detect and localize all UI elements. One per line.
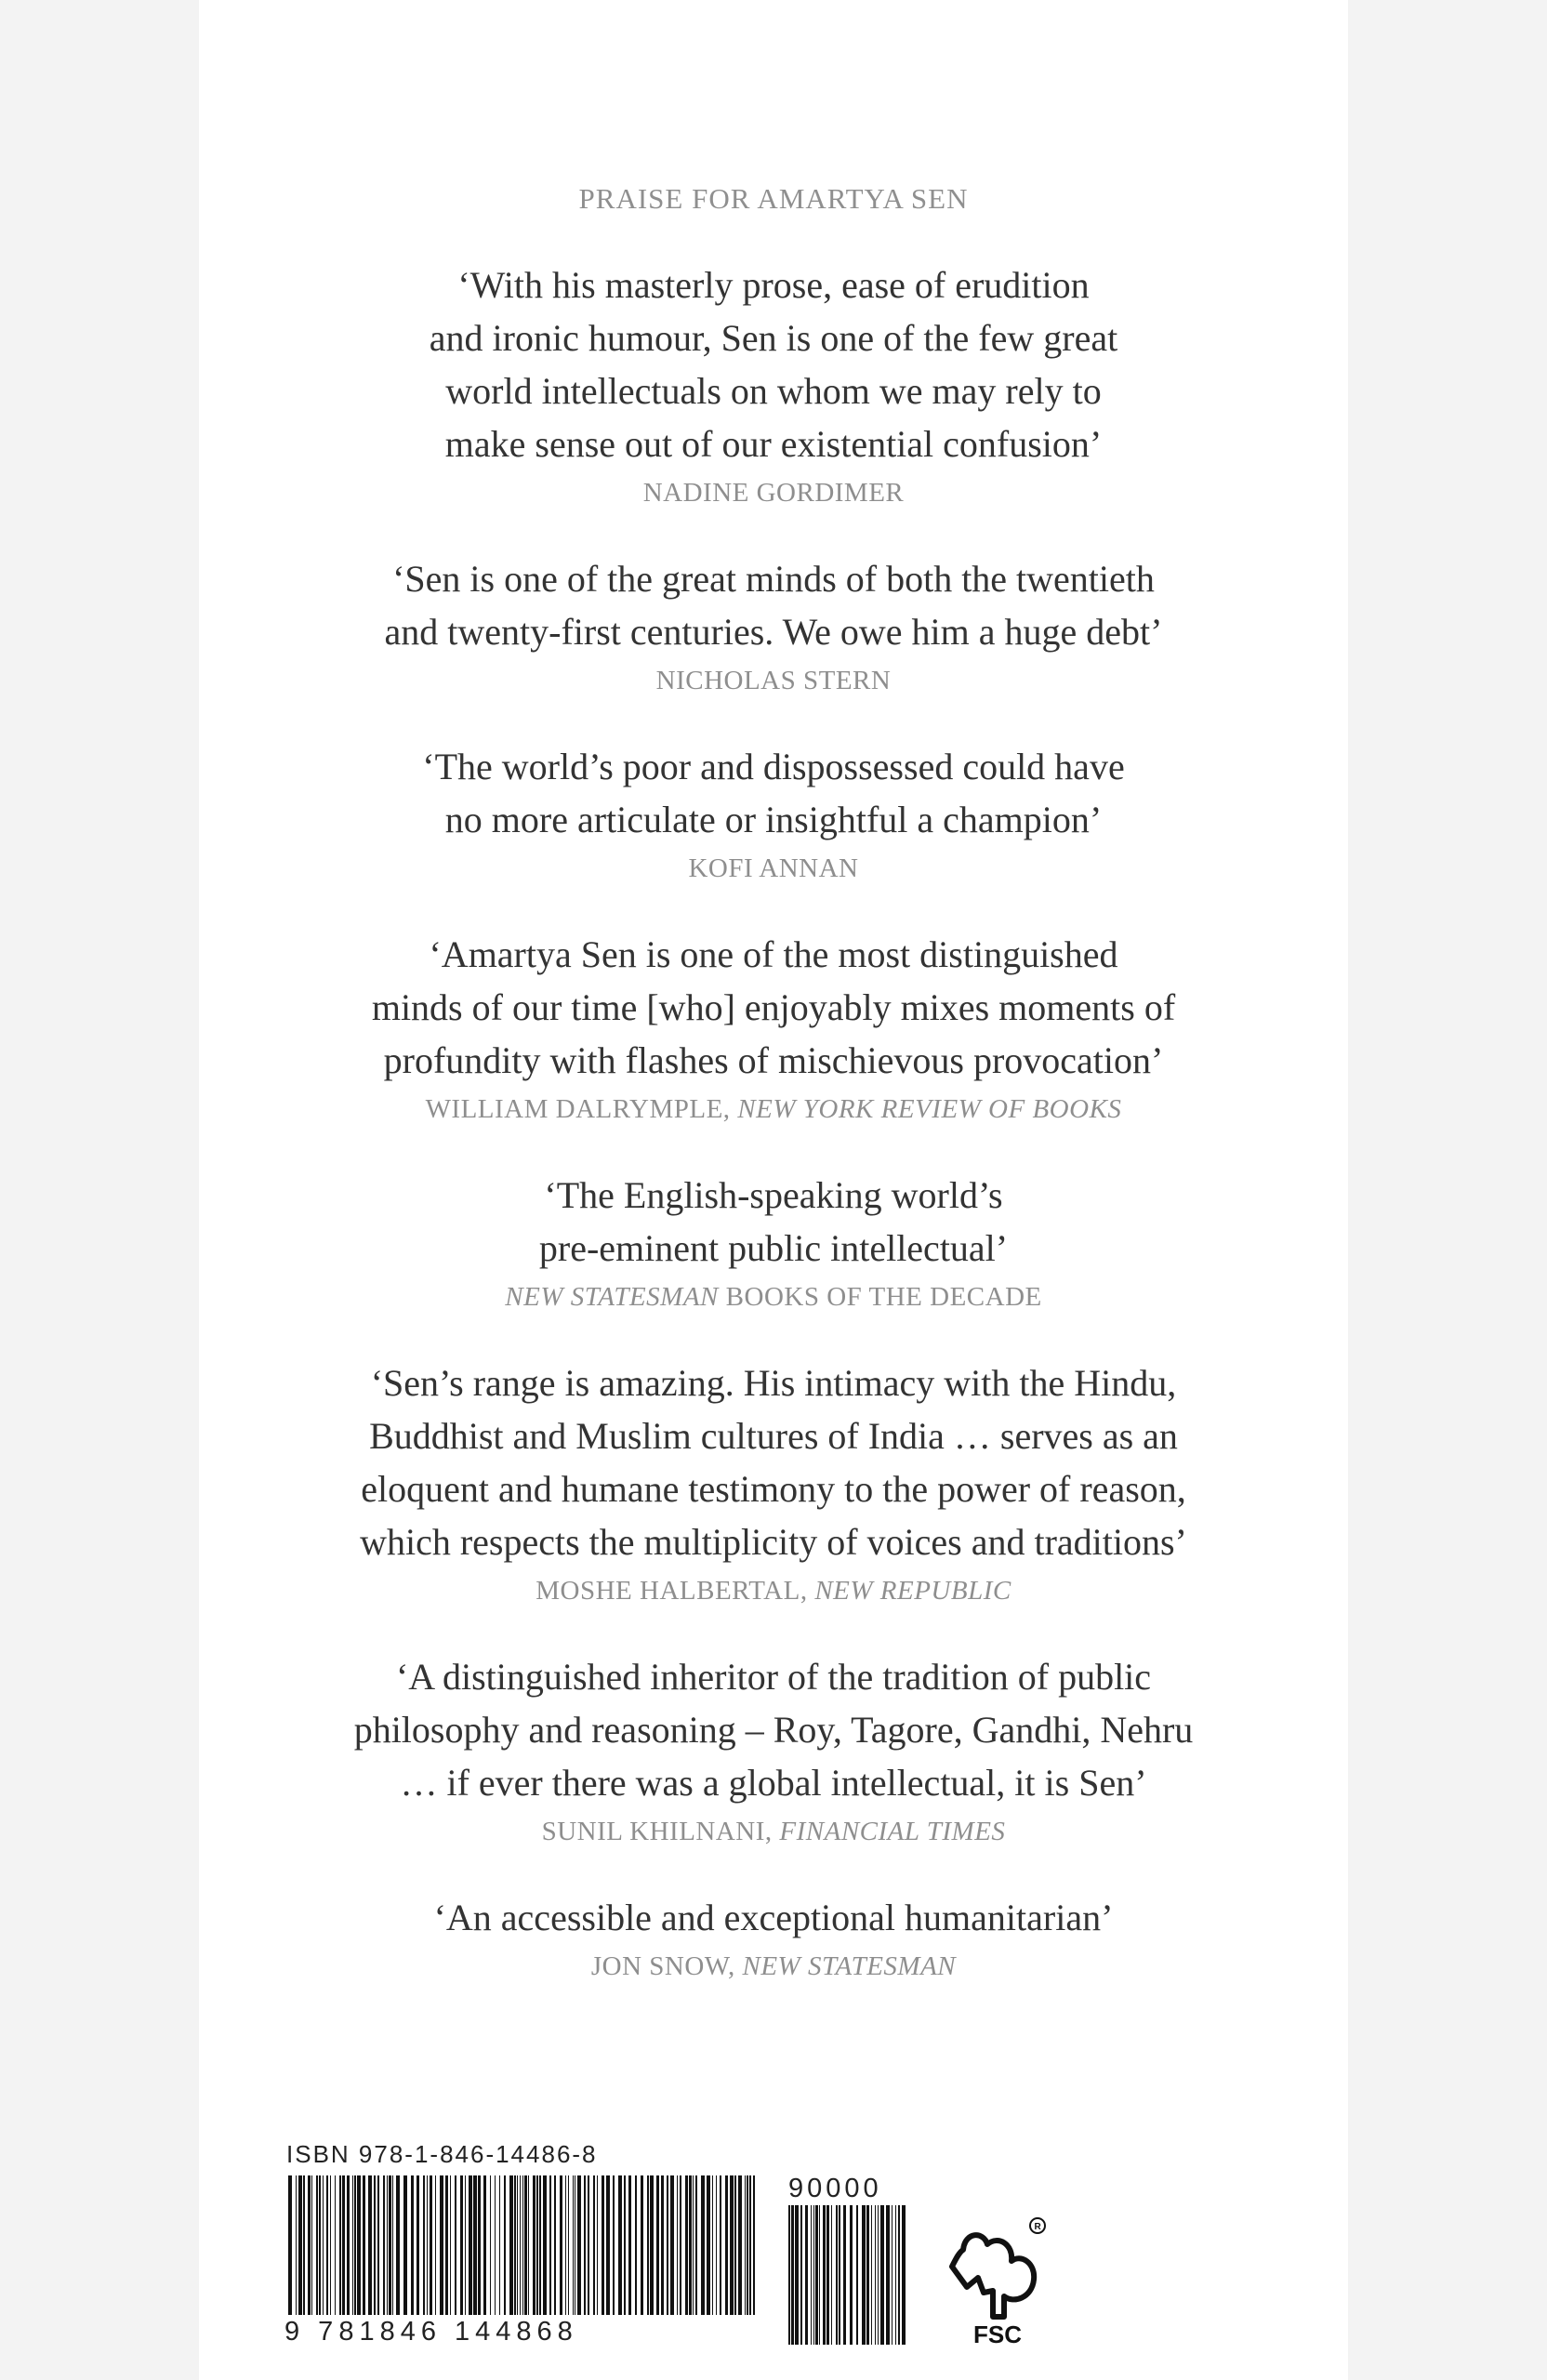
quote-attribution (199, 1280, 1348, 1314)
barcode-bar (296, 2175, 297, 2315)
barcode-bar (811, 2205, 812, 2345)
blurb (199, 928, 1348, 1126)
barcode-bar (533, 2175, 536, 2315)
barcode-bar (363, 2175, 365, 2315)
barcode-bar (469, 2175, 472, 2315)
barcode-bar (878, 2205, 879, 2345)
quote-line: ‘A distinguished inheritor of the tradition of public (395, 1656, 1152, 1698)
barcode-bar (606, 2175, 610, 2315)
barcode-bar (330, 2175, 331, 2315)
barcode-bar (465, 2175, 466, 2315)
barcode-bar (712, 2175, 713, 2315)
barcode-bar (624, 2175, 626, 2315)
attribution-publication: NEW STATESMAN (505, 1282, 719, 1312)
barcode-bar (613, 2175, 615, 2315)
barcode-bar (450, 2175, 451, 2315)
barcode-bar (495, 2175, 496, 2315)
barcode-bar (656, 2175, 659, 2315)
barcode-bar (695, 2175, 697, 2315)
barcode-bar (898, 2205, 900, 2345)
barcode-bar (730, 2175, 734, 2315)
barcode-bar (641, 2175, 643, 2315)
barcode-bar (815, 2205, 818, 2345)
barcode-bar (628, 2175, 631, 2315)
barcode-bar (514, 2175, 516, 2315)
isbn-label: ISBN 978-1-846-14486-8 (286, 2140, 598, 2168)
barcode-bar (749, 2175, 751, 2315)
attribution-publication: NEW REPUBLIC (814, 1576, 1012, 1606)
quote-line: ‘The English-speaking world’s (544, 1174, 1003, 1216)
barcode-bar (383, 2175, 385, 2315)
barcode-bar (319, 2175, 321, 2315)
fsc-label: FSC (973, 2320, 1022, 2347)
attribution-author: MOSHE HALBERTAL, (536, 1576, 815, 1606)
praise-heading: PRAISE FOR AMARTYA SEN (578, 182, 969, 215)
blurb (199, 258, 1348, 509)
barcode-bar (427, 2175, 428, 2315)
blurb (199, 1650, 1348, 1848)
barcode-bar (685, 2175, 688, 2315)
barcode-bar (875, 2205, 876, 2345)
barcode-bar (871, 2205, 872, 2345)
barcode-bar (342, 2175, 345, 2315)
barcode-bar (499, 2175, 500, 2315)
barcode-bar (577, 2175, 581, 2315)
barcode-bar (856, 2205, 858, 2345)
barcode-digits: 9 781846 144868 (284, 2317, 578, 2347)
barcode-bar (520, 2175, 521, 2315)
barcode-bar (387, 2175, 388, 2315)
barcode-bar (396, 2175, 400, 2315)
barcode-bar (738, 2175, 742, 2315)
barcode-bar (635, 2175, 637, 2315)
barcode-addon (788, 2205, 909, 2345)
blurb (199, 1169, 1348, 1314)
barcode-bar (445, 2175, 448, 2315)
barcode-bar (352, 2175, 353, 2315)
barcode-bar (403, 2175, 407, 2315)
barcode-bar (554, 2175, 556, 2315)
barcode-bar (813, 2205, 814, 2345)
barcode-addon-digits: 90000 (788, 2174, 882, 2203)
barcode-bar (826, 2205, 829, 2345)
quote-line: and ironic humour, Sen is one of the few great (429, 317, 1118, 359)
barcode-bar (791, 2205, 794, 2345)
barcode-bar (377, 2175, 379, 2315)
quote-line: ‘An accessible and exceptional humanitarian’ (433, 1897, 1114, 1938)
fsc-tree-check-icon (946, 2207, 1049, 2347)
quote-attribution (199, 1092, 1348, 1126)
quote-line: make sense out of our existential confusion’ (444, 423, 1103, 465)
barcode-bar (689, 2175, 692, 2315)
quote-line: … if ever there was a global intellectual, it is Sen’ (400, 1762, 1147, 1804)
attribution-suffix: BOOKS OF THE DECADE (718, 1282, 1042, 1312)
quote-line: which respects the multiplicity of voices and traditions’ (360, 1521, 1187, 1563)
barcode-main (288, 2175, 755, 2315)
quote-line: Buddhist and Muslim cultures of India … serves as an (369, 1415, 1178, 1457)
barcode-bar (490, 2175, 491, 2315)
barcode-bar (588, 2175, 589, 2315)
barcode-bar (430, 2175, 432, 2315)
barcode-bar (677, 2175, 678, 2315)
quote-attribution (199, 1815, 1348, 1848)
barcode-bar (805, 2205, 808, 2345)
barcode-bar (800, 2205, 802, 2345)
barcode-bar (298, 2175, 302, 2315)
barcode-bar (316, 2175, 318, 2315)
blurb-list (199, 258, 1348, 2026)
quote-line: eloquent and humane testimony to the power of reason, (361, 1468, 1186, 1510)
barcode-bar (693, 2175, 694, 2315)
quote-line: and twenty-first centuries. We owe him a huge debt’ (384, 611, 1163, 653)
barcode-bar (339, 2175, 341, 2315)
barcode-bar (440, 2175, 443, 2315)
barcode-bar (473, 2175, 477, 2315)
barcode-bar (716, 2175, 717, 2315)
quote-line: ‘Sen is one of the great minds of both the twentieth (392, 558, 1155, 600)
barcode-bar (347, 2175, 350, 2315)
quote-line: profundity with flashes of mischievous provocation’ (383, 1039, 1164, 1081)
barcode-bar (602, 2175, 604, 2315)
attribution-publication: FINANCIAL TIMES (779, 1817, 1006, 1846)
barcode-bar (823, 2205, 826, 2345)
barcode-bar (670, 2175, 674, 2315)
barcode-bar (819, 2205, 820, 2345)
blurb (199, 1891, 1348, 1983)
barcode-bar (354, 2175, 356, 2315)
barcode-bar (374, 2175, 376, 2315)
barcode-bar (335, 2175, 336, 2315)
barcode-bar (584, 2175, 586, 2315)
barcode-bar (895, 2205, 896, 2345)
quote-line: minds of our time [who] enjoyably mixes moments of (371, 986, 1176, 1028)
barcode-bar (522, 2175, 523, 2315)
barcode-bar (593, 2175, 595, 2315)
barcode-bar (597, 2175, 598, 2315)
barcode-bar (753, 2175, 755, 2315)
barcode-bar (747, 2175, 748, 2315)
barcode-bar (902, 2205, 906, 2345)
quote-line: philosophy and reasoning – Roy, Tagore, Gandhi, Nehru (353, 1709, 1194, 1751)
attribution-author: KOFI ANNAN (688, 853, 859, 883)
quote-line: ‘The world’s poor and dispossessed could have (422, 746, 1125, 787)
barcode-bar (647, 2175, 649, 2315)
barcode-bar (667, 2175, 668, 2315)
barcode-bar (549, 2175, 551, 2315)
barcode-bar (411, 2175, 414, 2315)
barcode-bar (886, 2205, 890, 2345)
barcode-bar (560, 2175, 562, 2315)
attribution-publication: NEW STATESMAN (742, 1951, 957, 1981)
barcode-bar (528, 2175, 529, 2315)
barcode-bar (539, 2175, 541, 2315)
barcode-bar (725, 2175, 728, 2315)
barcode-bar (850, 2205, 853, 2345)
attribution-author: SUNIL KHILNANI, (541, 1817, 780, 1846)
barcode-bar (524, 2175, 527, 2315)
barcode-bar (455, 2175, 456, 2315)
svg-text:R: R (1034, 2222, 1041, 2232)
quote-attribution (199, 1574, 1348, 1607)
barcode-bar (288, 2175, 292, 2315)
quote-attribution (199, 664, 1348, 697)
quote-line: ‘With his masterly prose, ease of erudition (457, 264, 1090, 306)
blurb (199, 552, 1348, 697)
barcode-bar (745, 2175, 746, 2315)
barcode-bar (720, 2175, 721, 2315)
barcode-bar (543, 2175, 547, 2315)
barcode-bar (504, 2175, 506, 2315)
barcode-bar (536, 2175, 538, 2315)
quote-attribution (199, 476, 1348, 509)
barcode-bar (843, 2205, 846, 2345)
barcode-bar (701, 2175, 705, 2315)
barcode-bar (326, 2175, 328, 2315)
blurb (199, 1356, 1348, 1607)
barcode-bar (866, 2205, 869, 2345)
barcode-bar (368, 2175, 372, 2315)
blurb (199, 740, 1348, 885)
quote-attribution (199, 852, 1348, 885)
attribution-author: NADINE GORDIMER (642, 478, 905, 508)
barcode-bar (734, 2175, 736, 2315)
barcode-bar (618, 2175, 622, 2315)
barcode-bar (323, 2175, 324, 2315)
barcode-bar (568, 2175, 569, 2315)
barcode-bar (831, 2205, 832, 2345)
quote-line: ‘Sen’s range is amazing. His intimacy with the Hindu, (370, 1362, 1177, 1404)
barcode-bar (862, 2205, 866, 2345)
barcode-bar (836, 2205, 838, 2345)
barcode-bar (839, 2205, 840, 2345)
barcode-bar (311, 2175, 312, 2315)
attribution-author: NICHOLAS STERN (655, 666, 892, 695)
quote-line: ‘Amartya Sen is one of the most distinguished (429, 933, 1118, 975)
barcode-bar (303, 2175, 305, 2315)
barcode-bar (392, 2175, 393, 2315)
back-cover (199, 0, 1348, 2380)
quote-line: world intellectuals on whom we may rely to (445, 370, 1102, 412)
barcode-bar (707, 2175, 710, 2315)
barcode-bar (880, 2205, 884, 2345)
barcode-bar (795, 2205, 799, 2345)
barcode-bar (416, 2175, 419, 2315)
barcode-bar (565, 2175, 566, 2315)
barcode-bar (509, 2175, 513, 2315)
attribution-publication: NEW YORK REVIEW OF BOOKS (737, 1094, 1122, 1124)
attribution-author: JON SNOW, (590, 1951, 743, 1981)
barcode-bar (661, 2175, 664, 2315)
barcode-bar (423, 2175, 425, 2315)
barcode-bar (788, 2205, 790, 2345)
barcode-bar (573, 2175, 574, 2315)
barcode-bar (517, 2175, 518, 2315)
barcode-bar (389, 2175, 391, 2315)
attribution-author: WILLIAM DALRYMPLE, (425, 1094, 738, 1124)
barcode-bar (680, 2175, 681, 2315)
barcode-bar (357, 2175, 361, 2315)
barcode-bar (478, 2175, 481, 2315)
barcode-bar (460, 2175, 463, 2315)
barcode-bar (308, 2175, 311, 2315)
quote-line: pre-eminent public intellectual’ (538, 1227, 1009, 1269)
barcode-bar (650, 2175, 654, 2315)
quote-line: no more articulate or insightful a champion’ (444, 799, 1103, 840)
quote-attribution (199, 1950, 1348, 1983)
barcode-bar (483, 2175, 486, 2315)
barcode-bar (435, 2175, 436, 2315)
